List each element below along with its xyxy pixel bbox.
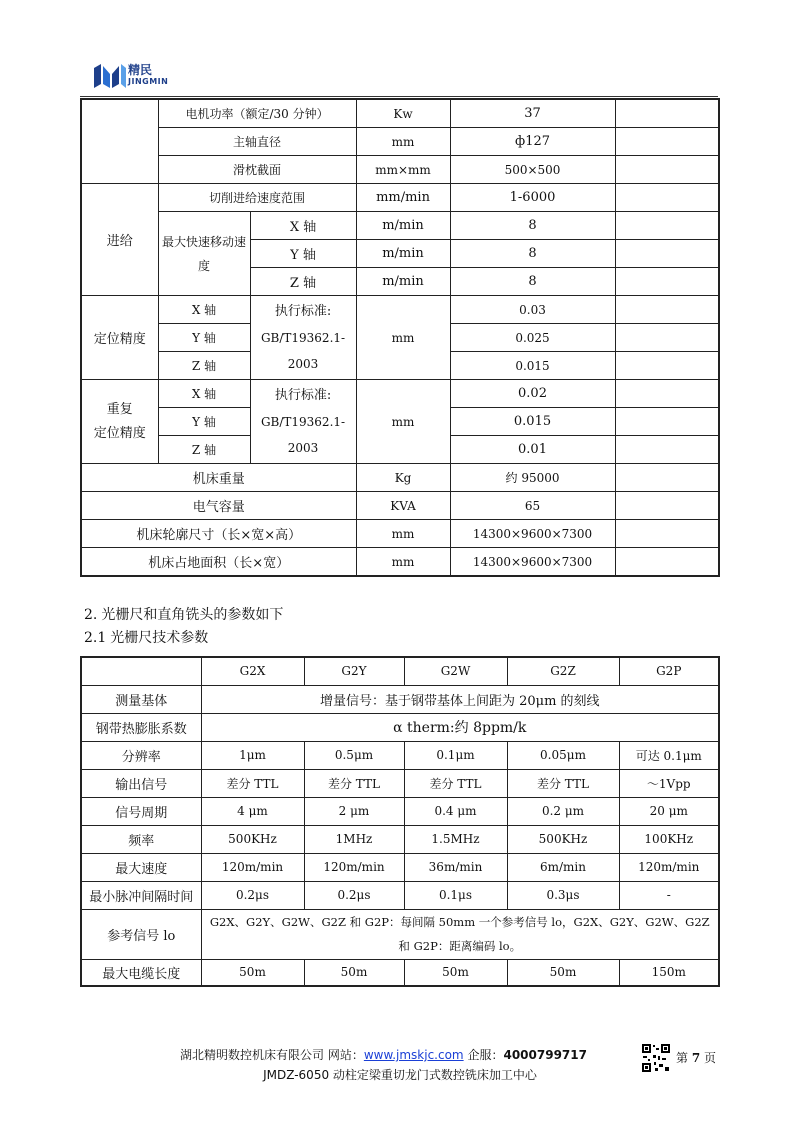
company-name: 湖北精明数控机床有限公司 [180,1048,325,1062]
header-g2w: G2W [404,657,507,685]
table-row [81,713,719,741]
table-row: 最大电缆长度 50m 50m 50m 50m 150m [81,959,719,986]
signal-period-label: 信号周期 [81,797,201,825]
table-row [81,212,719,240]
rapid-x-axis: X 轴 [250,212,356,240]
table-row [81,156,719,184]
spindle-diameter-value: ф127 [450,128,615,156]
table-row [81,657,719,685]
expansion-value: α therm:约 8ppm/k [201,713,719,741]
cutting-feed-label: 切削进给速度范围 [158,184,356,212]
outline-label: 机床轮廓尺寸（长×宽×高） [81,520,356,548]
electric-value: 65 [450,492,615,520]
max-speed-label: 最大速度 [81,853,201,881]
positioning-z-axis: Z 轴 [158,352,250,380]
rapid-y-unit: m/min [356,240,450,268]
outline-unit: mm [356,520,450,548]
table-row [81,909,719,959]
base-value: 增量信号：基于钢带基体上间距为 20μm 的刻线 [201,685,719,713]
weight-unit: Kg [356,464,450,492]
ram-section-unit: mm×mm [356,156,450,184]
rapid-y-axis: Y 轴 [250,240,356,268]
table-row [81,520,719,548]
electric-label: 电气容量 [81,492,356,520]
repeat-group-label: 重复 定位精度 [81,380,158,464]
website-link[interactable]: www.jmskjc.com [363,1048,464,1062]
table-row [81,99,719,128]
table-row: 最大速度 120m/min 120m/min 36m/min 6m/min 120m/min [81,853,719,881]
table-row [81,464,719,492]
service-phone: 4000799717 [503,1048,587,1062]
rapid-z-unit: m/min [356,268,450,296]
motor-power-value: 37 [450,99,615,128]
logo-cn-text: 精民 [128,63,153,77]
outline-value: 14300×9600×7300 [450,520,615,548]
logo-en-text: JINGMIN [128,77,169,86]
frequency-label: 频率 [81,825,201,853]
repeat-z-value: 0.01 [450,436,615,464]
table-row: 最小脉冲间隔时间 0.2μs 0.2μs 0.1μs 0.3μs - [81,881,719,909]
table-row: 频率 500KHz 1MHz 1.5MHz 500KHz 100KHz [81,825,719,853]
header-g2x: G2X [201,657,304,685]
section-2-heading: 2. 光栅尺和直角铣头的参数如下 [84,607,284,623]
spindle-diameter-unit: mm [356,128,450,156]
logo-wordmark [128,64,168,86]
positioning-y-value: 0.025 [450,324,615,352]
header-rule [80,96,718,97]
rapid-x-value: 8 [450,212,615,240]
repeat-unit: mm [356,380,450,464]
table-row [81,548,719,577]
repeat-x-value: 0.02 [450,380,615,408]
positioning-standard: 执行标准: GB/T19362.1- 2003 [250,296,356,380]
footprint-value: 14300×9600×7300 [450,548,615,577]
positioning-z-value: 0.015 [450,352,615,380]
feed-group-label: 进给 [81,184,158,296]
table-row [81,685,719,713]
repeat-z-axis: Z 轴 [158,436,250,464]
rapid-traverse-label: 最大快速移动速度 [158,212,250,296]
table-row: 分辨率 1μm 0.5μm 0.1μm 0.05μm 可达 0.1μm [81,741,719,769]
table-row [81,184,719,212]
weight-value: 约 95000 [450,464,615,492]
table-row: 信号周期 4 μm 2 μm 0.4 μm 0.2 μm 20 μm [81,797,719,825]
rapid-z-axis: Z 轴 [250,268,356,296]
repeat-standard: 执行标准: GB/T19362.1- 2003 [250,380,356,464]
rapid-z-value: 8 [450,268,615,296]
repeat-y-axis: Y 轴 [158,408,250,436]
footprint-label: 机床占地面积（长×宽） [81,548,356,577]
electric-unit: KVA [356,492,450,520]
ram-section-label: 滑枕截面 [158,156,356,184]
header-g2y: G2Y [304,657,404,685]
table-row [81,128,719,156]
table-row [81,380,719,408]
header-g2z: G2Z [507,657,619,685]
document-title: JMDZ-6050 动柱定梁重切龙门式数控铣床加工中心 [263,1068,537,1082]
cable-label: 最大电缆长度 [81,959,201,986]
cutting-feed-value: 1-6000 [450,184,615,212]
table-row [81,492,719,520]
base-label: 测量基体 [81,685,201,713]
cutting-feed-unit: mm/min [356,184,450,212]
expansion-label: 钢带热膨胀系数 [81,713,201,741]
page-number: 第 7 页 [676,1051,717,1065]
table-row: 输出信号 差分 TTL 差分 TTL 差分 TTL 差分 TTL ～1Vpp [81,769,719,797]
resolution-label: 分辨率 [81,741,201,769]
repeat-y-value: 0.015 [450,408,615,436]
motor-power-unit: Kw [356,99,450,128]
weight-label: 机床重量 [81,464,356,492]
ram-section-value: 500×500 [450,156,615,184]
machine-spec-table [80,98,720,577]
spindle-diameter-label: 主轴直径 [158,128,356,156]
output-signal-label: 输出信号 [81,769,201,797]
reference-label: 参考信号 lo [81,909,201,959]
jingmin-logo-icon [92,62,128,90]
rapid-y-value: 8 [450,240,615,268]
positioning-group-label: 定位精度 [81,296,158,380]
reference-value: G2X、G2Y、G2W、G2Z 和 G2P：每间隔 50mm 一个参考信号 lo，G2X、G2Y、G2W、G2Z 和 G2P：距离编码 lo。 [201,909,719,959]
positioning-x-axis: X 轴 [158,296,250,324]
positioning-y-axis: Y 轴 [158,324,250,352]
motor-power-label: 电机功率（额定/30 分钟） [158,99,356,128]
header-g2p: G2P [619,657,719,685]
table-row [81,296,719,324]
rapid-x-unit: m/min [356,212,450,240]
min-pulse-label: 最小脉冲间隔时间 [81,881,201,909]
grating-ruler-table [80,656,720,987]
footprint-unit: mm [356,548,450,577]
positioning-x-value: 0.03 [450,296,615,324]
positioning-unit: mm [356,296,450,380]
section-2-1-heading: 2.1 光栅尺技术参数 [84,630,209,646]
repeat-x-axis: X 轴 [158,380,250,408]
